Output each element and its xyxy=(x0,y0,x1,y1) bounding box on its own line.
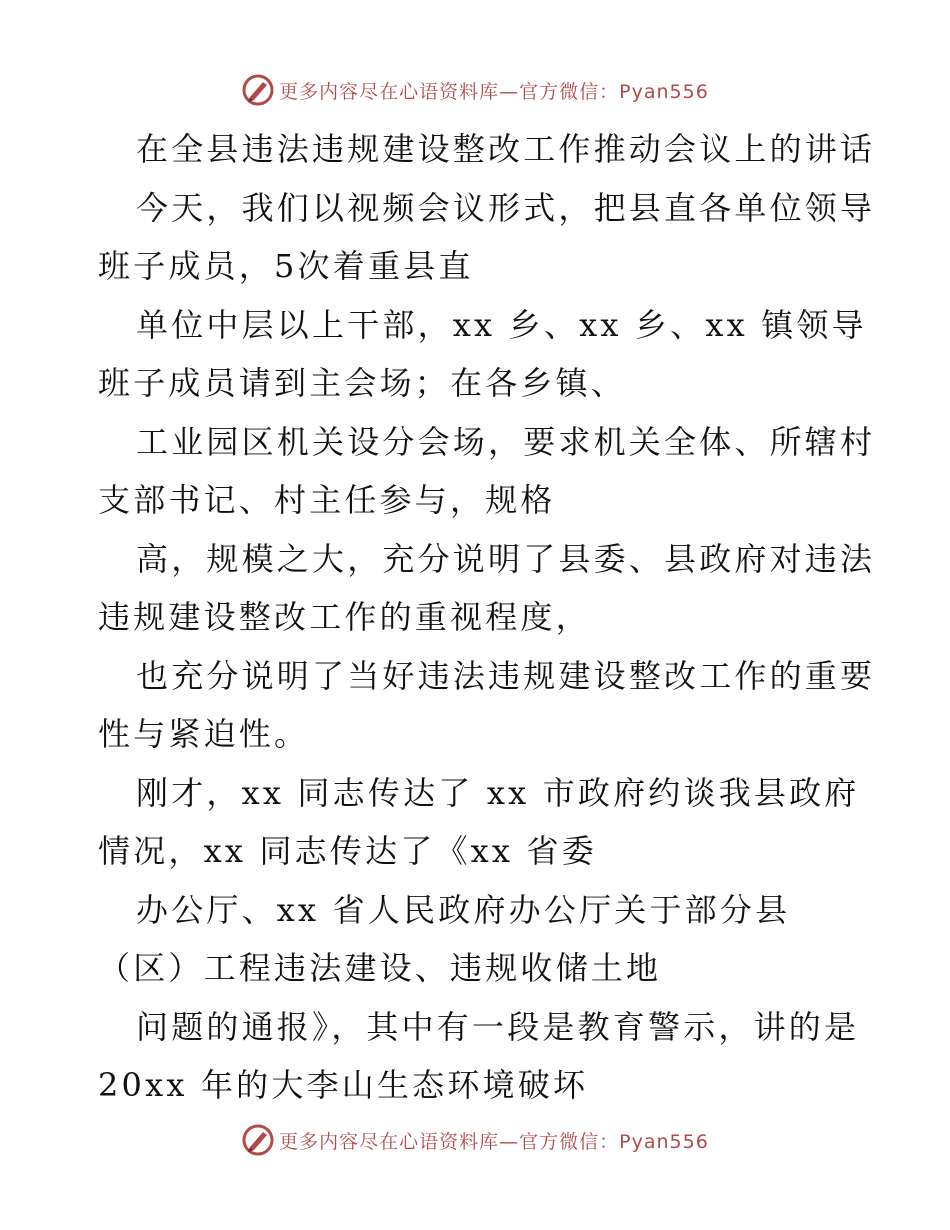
text-line: 工业园区机关设分会场，要求机关全体、所辖村 xyxy=(136,422,876,461)
text-line: 今天，我们以视频会议形式，把县直各单位领导 xyxy=(136,188,876,227)
watermark-text: 更多内容尽在心语资料库—官方微信：Pyan556 xyxy=(279,80,709,103)
text-line: 班子成员，5次着重县直 xyxy=(98,247,474,285)
watermark-header xyxy=(0,70,950,110)
text-line: 班子成员请到主会场；在各乡镇、 xyxy=(98,364,627,402)
document-body xyxy=(98,120,876,1115)
text-line: 高，规模之大，充分说明了县委、县政府对违法 xyxy=(136,539,876,578)
pen-logo-icon xyxy=(241,1123,275,1157)
text-line: 情况，xx 同志传达了《xx 省委 xyxy=(98,832,597,870)
watermark-footer xyxy=(0,1120,950,1160)
document-title: 在全县违法违规建设整改工作推动会议上的讲话 xyxy=(136,130,876,168)
text-line: 刚才，xx 同志传达了 xx 市政府约谈我县政府 xyxy=(136,773,860,812)
text-line: （区）工程违法建设、违规收储土地 xyxy=(98,949,662,987)
pen-logo-icon xyxy=(241,73,275,107)
text-line: 问题的通报》，其中有一段是教育警示，讲的是 xyxy=(136,1007,860,1046)
watermark-text: 更多内容尽在心语资料库—官方微信：Pyan556 xyxy=(279,1130,709,1153)
text-line: 违规建设整改工作的重视程度， xyxy=(98,598,591,636)
text-line: 性与紧迫性。 xyxy=(98,715,310,753)
text-line: 支部书记、村主任参与，规格 xyxy=(98,481,556,519)
text-line: 也充分说明了当好违法违规建设整改工作的重要 xyxy=(136,656,876,695)
text-line: 单位中层以上干部，xx 乡、xx 乡、xx 镇领导 xyxy=(136,305,867,344)
text-line: 办公厅、xx 省人民政府办公厅关于部分县 xyxy=(136,890,791,929)
text-line: 20xx 年的大李山生态环境破坏 xyxy=(98,1066,589,1104)
